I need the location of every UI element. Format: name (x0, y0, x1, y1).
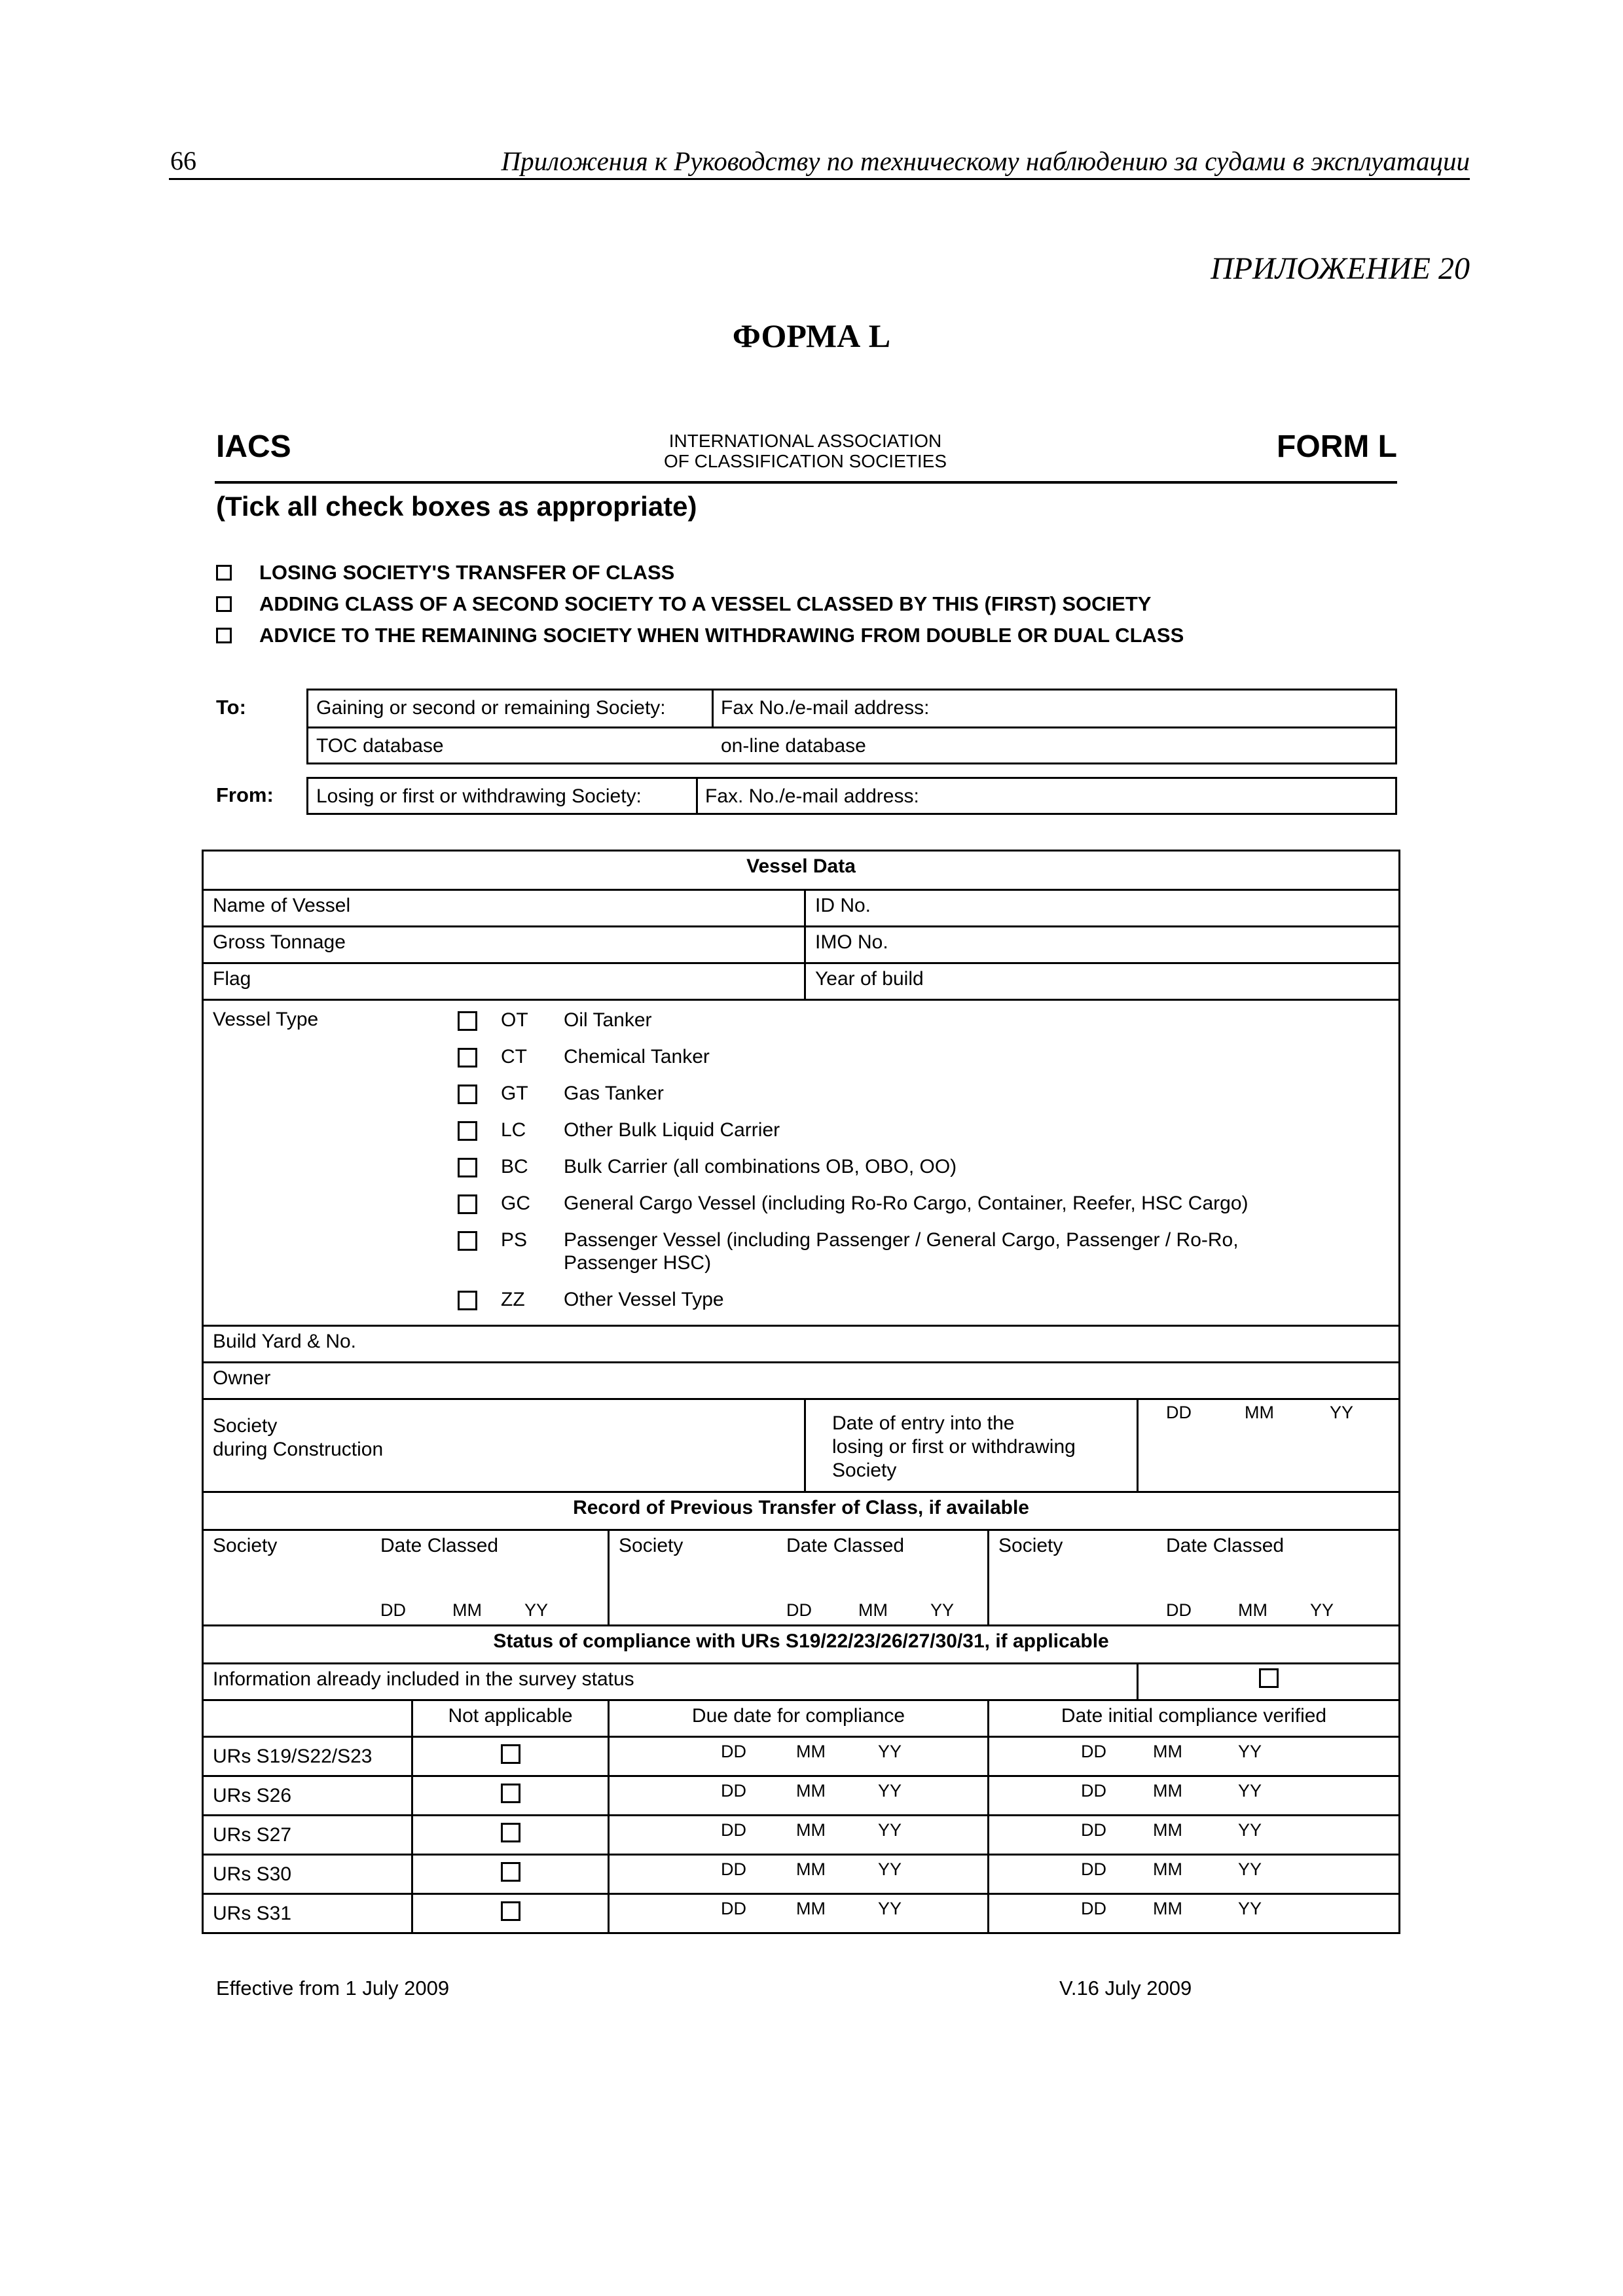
society-construction-field[interactable] (203, 1399, 805, 1492)
due-date-field[interactable] (609, 1737, 989, 1776)
option-adding (216, 592, 1151, 616)
previous-transfer-title: Record of Previous Transfer of Class, if available (203, 1492, 1400, 1530)
option-adding-label: ADDING CLASS OF A SECOND SOCIETY TO A VESSEL CLASSED BY THIS (FIRST) SOCIETY (259, 592, 1152, 615)
page-number: 66 (170, 146, 196, 175)
verified-date-field[interactable] (989, 1776, 1400, 1816)
mm-label: MM (796, 1781, 826, 1801)
previous-transfer-3[interactable] (989, 1530, 1400, 1626)
verified-dmy (1081, 1820, 1389, 1840)
dd-label: DD (1081, 1899, 1106, 1918)
option-adding-checkbox[interactable] (216, 596, 232, 612)
vessel-type-label-text: Other Vessel Type (564, 1289, 724, 1310)
prev-society-label: Society (619, 1535, 684, 1556)
due-date-field[interactable] (609, 1894, 989, 1933)
not-applicable-checkbox[interactable] (501, 1784, 520, 1803)
date-entry-label: Date of entry into the (832, 1412, 1015, 1434)
mm-label: MM (796, 1899, 826, 1918)
to-box (306, 689, 1397, 764)
dd-label: DD (786, 1600, 812, 1620)
vessel-type-code: GC (501, 1193, 530, 1214)
compliance-row-label: URs S27 (203, 1816, 412, 1855)
yy-label: YY (1238, 1820, 1262, 1840)
due-date-field[interactable] (609, 1816, 989, 1855)
vessel-data-title: Vessel Data (203, 851, 1400, 890)
form-title: ФОРМА L (732, 317, 891, 354)
footer-version: V.16 July 2009 (1059, 1977, 1192, 2000)
compliance-row-label: URs S26 (203, 1776, 412, 1816)
date-entry-label-2: losing or first or withdrawing (832, 1436, 1076, 1458)
dd-label: DD (1166, 1600, 1192, 1620)
form-code: FORM L (1277, 429, 1397, 464)
vessel-type-bc-checkbox[interactable] (458, 1158, 477, 1177)
vessel-type-section (203, 1000, 1400, 1326)
mm-label: MM (1153, 1899, 1182, 1918)
dd-label: DD (721, 1742, 746, 1761)
verified-date-field[interactable] (989, 1816, 1400, 1855)
due-date-field[interactable] (609, 1855, 989, 1894)
option-transfer (216, 561, 674, 584)
footer-effective: Effective from 1 July 2009 (216, 1977, 450, 2000)
imo-no-field[interactable]: IMO No. (805, 927, 1400, 963)
vessel-type-zz (458, 1288, 1324, 1311)
info-included-cell (1138, 1664, 1400, 1700)
yy-label: YY (524, 1600, 549, 1620)
prev-date-classed-label: Date Classed (786, 1535, 905, 1556)
vessel-type-code: GT (501, 1083, 528, 1104)
info-included-checkbox[interactable] (1259, 1668, 1279, 1688)
option-advice-label: ADVICE TO THE REMAINING SOCIETY WHEN WITHDRAWING FROM DOUBLE OR DUAL CLASS (259, 624, 1184, 647)
compliance-row-label: URs S19/S22/S23 (203, 1737, 412, 1776)
vessel-type-code: ZZ (501, 1289, 525, 1310)
flag-field[interactable]: Flag (203, 963, 805, 1000)
vessel-data-table (202, 850, 1400, 1934)
vessel-type-gt-checkbox[interactable] (458, 1085, 477, 1104)
compliance-title: Status of compliance with URs S19/22/23/26/27/30/31, if applicable (203, 1626, 1400, 1664)
dd-label: DD (1081, 1820, 1106, 1840)
due-date-dmy (721, 1742, 978, 1762)
vessel-type-label: Vessel Type (213, 1009, 319, 1030)
vessel-type-label-text: Gas Tanker (564, 1083, 664, 1104)
vessel-type-ps-checkbox[interactable] (458, 1231, 477, 1251)
dd-label: DD (721, 1859, 746, 1879)
verified-dmy (1081, 1742, 1389, 1762)
verified-date-field[interactable] (989, 1894, 1400, 1933)
prev-dmy (786, 1600, 954, 1621)
not-applicable-checkbox[interactable] (501, 1862, 520, 1882)
col-not-applicable: Not applicable (412, 1700, 609, 1737)
vessel-type-gt (458, 1082, 1324, 1105)
id-no-field[interactable]: ID No. (805, 890, 1400, 927)
yy-label: YY (1238, 1742, 1262, 1761)
previous-transfer-1[interactable] (203, 1530, 609, 1626)
prev-society-label: Society (998, 1535, 1063, 1556)
vessel-type-lc-checkbox[interactable] (458, 1121, 477, 1141)
org-abbr: IACS (216, 429, 291, 464)
not-applicable-cell (412, 1737, 609, 1776)
vessel-type-zz-checkbox[interactable] (458, 1291, 477, 1310)
owner-field[interactable]: Owner (203, 1363, 1400, 1399)
due-date-dmy (721, 1859, 978, 1880)
yy-label: YY (1238, 1781, 1262, 1801)
from-fax-field[interactable]: Fax. No./e-mail address: (705, 785, 919, 807)
verified-dmy (1081, 1781, 1389, 1801)
toc-database-field[interactable]: TOC database (316, 735, 444, 757)
to-fax-field[interactable]: Fax No./e-mail address: (721, 697, 930, 719)
date-entry-field[interactable] (1138, 1399, 1400, 1492)
verified-date-field[interactable] (989, 1855, 1400, 1894)
vessel-type-bc (458, 1155, 1324, 1178)
mm-label: MM (1245, 1403, 1274, 1422)
dd-label: DD (380, 1600, 406, 1620)
mm-label: MM (1153, 1820, 1182, 1840)
col-due-date: Due date for compliance (609, 1700, 989, 1737)
vessel-type-ct-checkbox[interactable] (458, 1048, 477, 1067)
dd-label: DD (1166, 1403, 1192, 1422)
prev-date-classed-label: Date Classed (380, 1535, 499, 1556)
date-entry-label-3: Society (832, 1460, 897, 1481)
vessel-type-code: PS (501, 1229, 528, 1251)
due-date-field[interactable] (609, 1776, 989, 1816)
org-name-line1: INTERNATIONAL ASSOCIATION (668, 431, 942, 451)
due-date-dmy (721, 1820, 978, 1840)
vessel-type-code: BC (501, 1156, 528, 1177)
date-entry-label-cell (805, 1399, 1138, 1492)
vessel-type-code: LC (501, 1119, 526, 1141)
yy-label: YY (1330, 1403, 1354, 1422)
vessel-type-ct (458, 1045, 1324, 1068)
mm-label: MM (1153, 1859, 1182, 1879)
prev-date-classed-label: Date Classed (1166, 1535, 1285, 1556)
gross-tonnage-field[interactable]: Gross Tonnage (203, 927, 805, 963)
yy-label: YY (930, 1600, 955, 1620)
org-name-line2: OF CLASSIFICATION SOCIETIES (664, 451, 947, 471)
compliance-row-label: URs S31 (203, 1894, 412, 1933)
society-construction-label-2: during Construction (213, 1439, 384, 1460)
dd-label: DD (721, 1820, 746, 1840)
option-advice-checkbox[interactable] (216, 628, 232, 643)
vessel-type-label-text: Passenger Vessel (including Passenger / General Cargo, Passenger / Ro-Ro, Passenger HSC) (564, 1229, 1239, 1274)
yy-label: YY (1238, 1859, 1262, 1879)
from-box (306, 777, 1397, 815)
society-construction-label: Society (213, 1415, 278, 1437)
not-applicable-checkbox[interactable] (501, 1823, 520, 1842)
build-yard-field[interactable]: Build Yard & No. (203, 1326, 1400, 1363)
vessel-type-ot (458, 1009, 1324, 1031)
option-transfer-label: LOSING SOCIETY'S TRANSFER OF CLASS (259, 561, 675, 584)
yy-label: YY (878, 1742, 902, 1761)
not-applicable-cell (412, 1894, 609, 1933)
vessel-type-label-text: Bulk Carrier (all combinations OB, OBO, OO) (564, 1156, 957, 1177)
from-vdivider (696, 779, 698, 813)
yy-label: YY (1238, 1899, 1262, 1918)
from-label: From: (216, 783, 274, 806)
org-name (589, 431, 1021, 471)
dd-label: DD (721, 1899, 746, 1918)
compliance-row-label: URs S30 (203, 1855, 412, 1894)
option-transfer-checkbox[interactable] (216, 565, 232, 581)
prev-society-label: Society (213, 1535, 278, 1556)
vessel-type-label-text: Oil Tanker (564, 1009, 652, 1031)
yy-label: YY (1310, 1600, 1334, 1620)
mm-label: MM (1153, 1781, 1182, 1801)
vessel-type-label-text: Other Bulk Liquid Carrier (564, 1119, 780, 1141)
vessel-type-label-text: General Cargo Vessel (including Ro-Ro Cargo, Container, Reefer, HSC Cargo) (564, 1193, 1249, 1214)
header-rule (169, 178, 1470, 180)
mm-label: MM (796, 1742, 826, 1761)
not-applicable-checkbox[interactable] (501, 1901, 520, 1921)
due-date-dmy (721, 1781, 978, 1801)
org-rule (215, 481, 1397, 484)
running-head: Приложения к Руководству по техническому наблюдению за судами в эксплуатации (501, 146, 1470, 176)
mm-label: MM (452, 1600, 482, 1620)
vessel-type-list (458, 1009, 1389, 1325)
info-included-label: Information already included in the survey status (203, 1664, 1138, 1700)
not-applicable-cell (412, 1816, 609, 1855)
previous-transfer-2[interactable] (609, 1530, 989, 1626)
col-verified: Date initial compliance verified (989, 1700, 1400, 1737)
yy-label: YY (878, 1820, 902, 1840)
to-vdivider (712, 691, 714, 727)
yy-label: YY (878, 1899, 902, 1918)
vessel-type-ps (458, 1229, 1324, 1274)
due-date-dmy (721, 1899, 978, 1919)
to-divider (308, 726, 1395, 728)
vessel-type-lc (458, 1119, 1324, 1141)
vessel-type-label-text: Chemical Tanker (564, 1046, 710, 1067)
vessel-type-code: CT (501, 1046, 527, 1067)
to-label: To: (216, 696, 246, 719)
vessel-type-ot-checkbox[interactable] (458, 1011, 477, 1031)
prev-dmy (380, 1600, 548, 1621)
verified-dmy (1081, 1859, 1389, 1880)
instruction: (Tick all check boxes as appropriate) (216, 491, 697, 522)
prev-dmy (1166, 1600, 1334, 1621)
vessel-name-field[interactable]: Name of Vessel (203, 890, 805, 927)
yy-label: YY (878, 1859, 902, 1879)
date-entry-dmy (1148, 1403, 1389, 1423)
mm-label: MM (796, 1859, 826, 1879)
dd-label: DD (1081, 1781, 1106, 1801)
verified-date-field[interactable] (989, 1737, 1400, 1776)
year-of-build-field[interactable]: Year of build (805, 963, 1400, 1000)
mm-label: MM (796, 1820, 826, 1840)
not-applicable-checkbox[interactable] (501, 1744, 520, 1764)
mm-label: MM (1153, 1742, 1182, 1761)
online-database-field[interactable]: on-line database (721, 735, 866, 757)
gaining-society-field[interactable]: Gaining or second or remaining Society: (316, 697, 666, 719)
mm-label: MM (858, 1600, 888, 1620)
compliance-corner (203, 1700, 412, 1737)
not-applicable-cell (412, 1855, 609, 1894)
dd-label: DD (1081, 1859, 1106, 1879)
appendix-title: ПРИЛОЖЕНИЕ 20 (1211, 251, 1470, 286)
yy-label: YY (878, 1781, 902, 1801)
mm-label: MM (1238, 1600, 1267, 1620)
option-advice (216, 624, 1184, 647)
dd-label: DD (721, 1781, 746, 1801)
losing-society-field[interactable]: Losing or first or withdrawing Society: (316, 785, 642, 807)
verified-dmy (1081, 1899, 1389, 1919)
not-applicable-cell (412, 1776, 609, 1816)
vessel-type-code: OT (501, 1009, 528, 1031)
vessel-type-gc (458, 1192, 1324, 1215)
vessel-type-gc-checkbox[interactable] (458, 1194, 477, 1214)
dd-label: DD (1081, 1742, 1106, 1761)
